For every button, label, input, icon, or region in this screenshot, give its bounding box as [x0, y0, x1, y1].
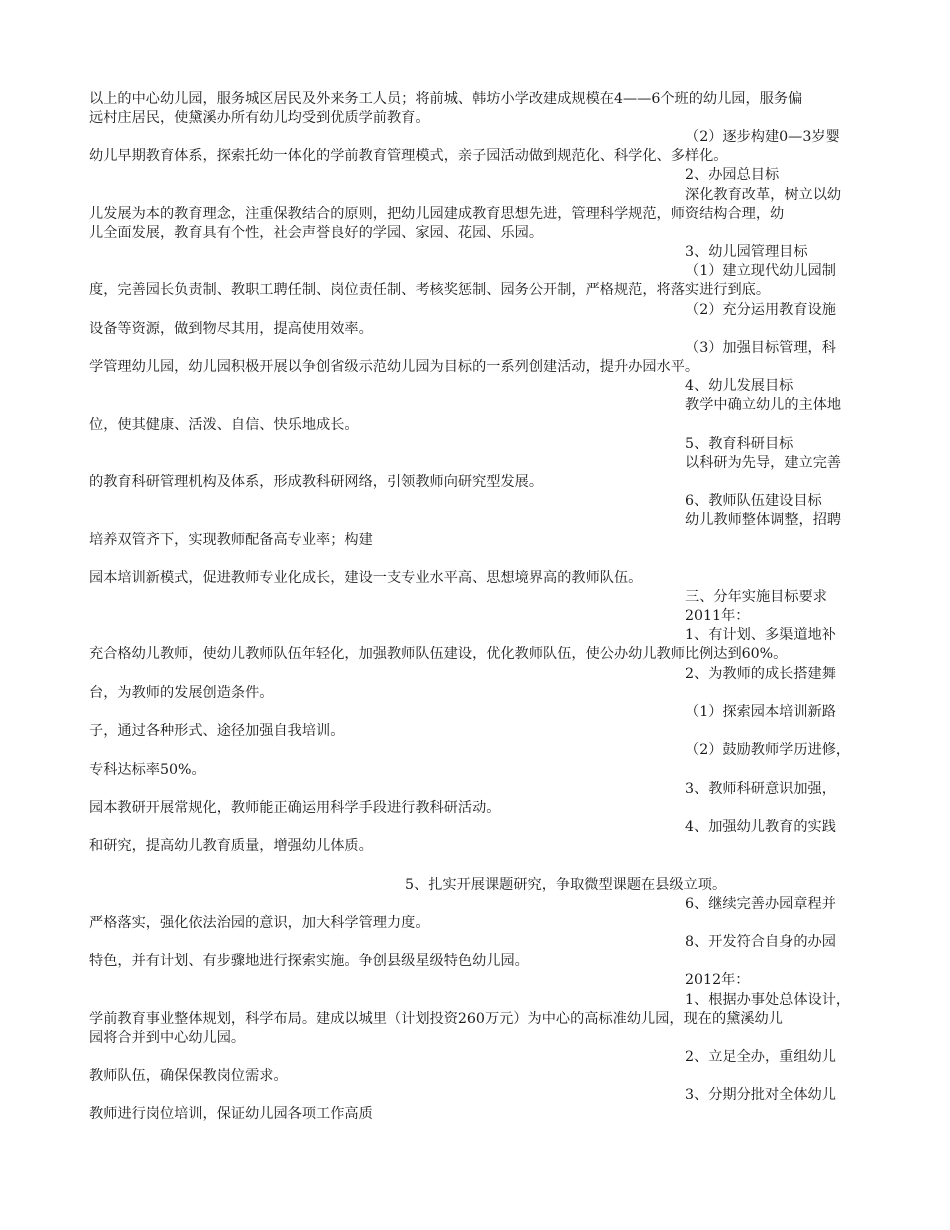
text-line: 教师进行岗位培训，保证幼儿园各项工作高质: [89, 1106, 373, 1122]
text-line: 8、开发符合自身的办园: [685, 934, 836, 950]
text-line: （3）加强目标管理，科: [685, 340, 836, 356]
section-heading: 2、办园总目标: [685, 167, 780, 183]
text-line: 充合格幼儿教师，使幼儿教师队伍年轻化，加强教师队伍建设，优化教师队伍，使公办幼儿教师比例达到60%。: [89, 646, 788, 662]
year-heading: 2011年：: [685, 608, 750, 624]
text-line: 度，完善园长负责制、教职工聘任制、岗位责任制、考核奖惩制、园务公开制，严格规范，将落实进行到底。: [89, 282, 771, 298]
text-line: 特色，并有计划、有步骤地进行探索实施。争创县级星级特色幼儿园。: [89, 953, 529, 969]
text-line: 培养双管齐下，实现教师配备高专业率；构建: [89, 532, 373, 548]
text-line: 3、分期分批对全体幼儿: [685, 1087, 836, 1103]
text-line: 以上的中心幼儿园，服务城区居民及外来务工人员；将前城、韩坊小学改建成规模在4——6个班的幼儿园，服务偏: [89, 91, 803, 107]
text-line: 1、有计划、多渠道地补: [685, 627, 836, 643]
text-line: 教学中确立幼儿的主体地: [685, 397, 842, 413]
text-line: 园将合并到中心幼儿园。: [89, 1030, 246, 1046]
section-heading: 6、教师队伍建设目标: [685, 493, 822, 509]
text-line: 以科研为先导，建立完善: [685, 455, 842, 471]
text-line: 幼儿早期教育体系，探索托幼一体化的学前教育管理模式，亲子园活动做到规范化、科学化、多样化。: [89, 148, 728, 164]
text-line: （1）建立现代幼儿园制: [685, 263, 836, 279]
text-line: 台，为教师的发展创造条件。: [89, 685, 274, 701]
text-line: （2）鼓励教师学历进修，: [685, 742, 851, 758]
text-line: 远村庄居民，使黛溪办所有幼儿均受到优质学前教育。: [89, 110, 430, 126]
text-line: 4、加强幼儿教育的实践: [685, 819, 836, 835]
text-line: 专科达标率50%。: [89, 762, 206, 778]
text-line: 位，使其健康、活泼、自信、快乐地成长。: [89, 417, 359, 433]
text-line: 深化教育改革，树立以幼: [685, 187, 842, 203]
section-heading: 三、分年实施目标要求: [685, 589, 827, 605]
text-line: 园本培训新模式，促进教师专业化成长，建设一支专业水平高、思想境界高的教师队伍。: [89, 570, 643, 586]
text-line: 2、立足全办，重组幼儿: [685, 1049, 836, 1065]
text-line: 严格落实，强化依法治园的意识，加大科学管理力度。: [89, 915, 430, 931]
text-line: 6、继续完善办园章程并: [685, 896, 836, 912]
text-line: 的教育科研管理机构及体系，形成教科研网络，引领教师向研究型发展。: [89, 474, 544, 490]
section-heading: 4、幼儿发展目标: [685, 378, 794, 394]
text-line: 儿发展为本的教育理念，注重保教结合的原则，把幼儿园建成教育思想先进，管理科学规范，师资结构合理，幼: [89, 206, 785, 222]
text-line: 儿全面发展，教育具有个性，社会声誉良好的学园、家园、花园、乐园。: [89, 225, 544, 241]
text-line: （2）逐步构建0—3岁婴: [685, 129, 840, 145]
text-line: 园本教研开展常规化，教师能正确运用科学手段进行教科研活动。: [89, 800, 501, 816]
section-heading: 5、教育科研目标: [685, 436, 794, 452]
text-line: 2、为教师的成长搭建舞: [685, 666, 836, 682]
text-line: （2）充分运用教育设施: [685, 302, 836, 318]
text-line: 设备等资源，做到物尽其用，提高使用效率。: [89, 321, 373, 337]
text-line: 5、扎实开展课题研究，争取微型课题在县级立项。: [405, 877, 727, 893]
section-heading: 3、幼儿园管理目标: [685, 244, 808, 260]
text-line: 学管理幼儿园，幼儿园积极开展以争创省级示范幼儿园为目标的一系列创建活动，提升办园水平。: [89, 359, 700, 375]
text-line: 1、根据办事处总体设计，: [685, 992, 851, 1008]
year-heading: 2012年：: [685, 972, 750, 988]
text-line: 学前教育事业整体规划，科学布局。建成以城里（计划投资260万元）为中心的高标准幼儿园，现在的黛溪幼儿: [89, 1011, 783, 1027]
text-line: （1）探索园本培训新路: [685, 704, 836, 720]
text-line: 教师队伍，确保保教岗位需求。: [89, 1068, 288, 1084]
text-line: 幼儿教师整体调整，招聘: [685, 512, 842, 528]
text-line: 3、教师科研意识加强，: [685, 781, 836, 797]
text-line: 子，通过各种形式、途径加强自我培训。: [89, 723, 345, 739]
text-line: 和研究，提高幼儿教育质量，增强幼儿体质。: [89, 838, 373, 854]
